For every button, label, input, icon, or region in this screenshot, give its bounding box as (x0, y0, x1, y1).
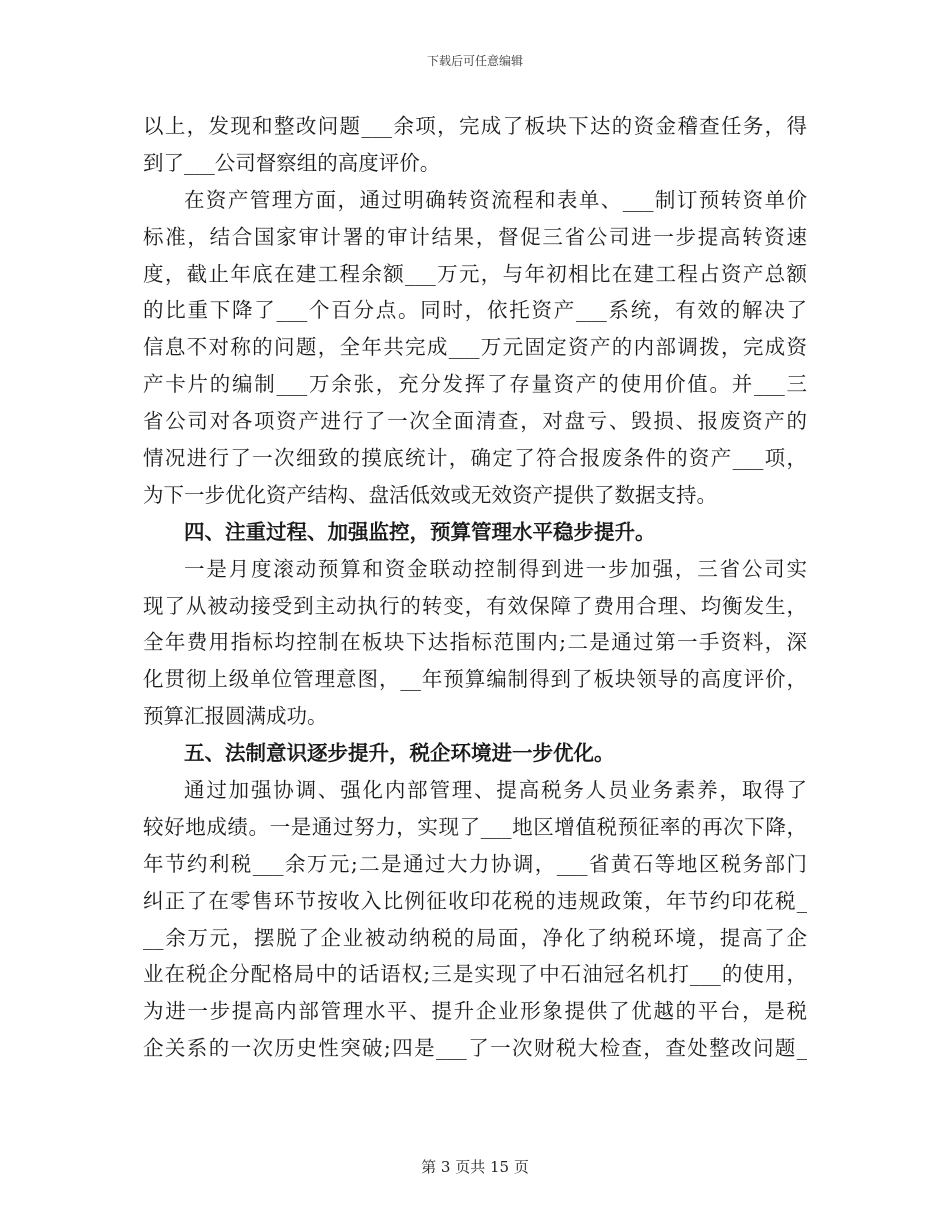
page-number-footer: 第 3 页共 15 页 (421, 1158, 529, 1176)
paragraph-line: 省公司对各项资产进行了一次全面清查，对盘亏、毁损、报废资产的 (143, 409, 807, 434)
paragraph-line: 化贯彻上级单位管理意图，__年预算编制得到了板块领导的高度评价， (143, 667, 807, 692)
paragraph-line: 全年费用指标均控制在板块下达指标范围内;二是通过第一手资料，深 (143, 630, 807, 655)
paragraph-line: 企关系的一次历史性突破;四是___了一次财税大检查，查处整改问题_ (143, 1036, 807, 1061)
paragraph-line: 预算汇报圆满成功。 (143, 704, 328, 729)
paragraph-line: 通过加强协调、强化内部管理、提高税务人员业务素养，取得了 (184, 778, 807, 803)
paragraph-line: 产卡片的编制___万余张，充分发挥了存量资产的使用价值。并___三 (143, 372, 807, 397)
paragraph-line: 在资产管理方面，通过明确转资流程和表单、___制订预转资单价 (184, 187, 807, 212)
paragraph-line: 年节约利税___余万元;二是通过大力协调，___省黄石等地区税务部门 (143, 851, 807, 876)
paragraph-line: 较好地成绩。一是通过努力，实现了___地区增值税预征率的再次下降， (143, 814, 807, 839)
paragraph-line: 一是月度滚动预算和资金联动控制得到进一步加强，三省公司实 (184, 556, 807, 581)
paragraph-line: 标准，结合国家审计署的审计结果，督促三省公司进一步提高转资速 (143, 224, 807, 249)
section-heading: 五、法制意识逐步提升，税企环境进一步优化。 (184, 741, 615, 766)
paragraph-line: 现了从被动接受到主动执行的转变，有效保障了费用合理、均衡发生， (143, 593, 807, 618)
paragraph-line: 为进一步提高内部管理水平、提升企业形象提供了优越的平台，是税 (143, 999, 807, 1024)
paragraph-line: 纠正了在零售环节按收入比例征收印花税的违规政策，年节约印花税_ (143, 888, 807, 913)
paragraph-line: 以上，发现和整改问题___余项，完成了板块下达的资金稽查任务，得 (143, 114, 807, 138)
paragraph-line: 到了___公司督察组的高度评价。 (143, 150, 441, 175)
paragraph-line: 度，截止年底在建工程余额___万元，与年初相比在建工程占资产总额 (143, 261, 807, 286)
paragraph-line: __余万元，摆脱了企业被动纳税的局面，净化了纳税环境，提高了企 (143, 925, 807, 950)
paragraph-line: 的比重下降了___个百分点。同时，依托资产___系统，有效的解决了 (143, 298, 807, 323)
paragraph-line: 为下一步优化资产结构、盘活低效或无效资产提供了数据支持。 (143, 482, 717, 507)
document-body (143, 108, 807, 1067)
page-header: 下载后可任意编辑 (426, 54, 523, 68)
paragraph-line: 信息不对称的问题，全年共完成___万元固定资产的内部调拨，完成资 (143, 335, 807, 360)
section-heading: 四、注重过程、加强监控，预算管理水平稳步提升。 (184, 519, 656, 544)
paragraph-line: 情况进行了一次细致的摸底统计，确定了符合报废条件的资产___项， (143, 446, 807, 471)
paragraph-line: 业在税企分配格局中的话语权;三是实现了中石油冠名机打___的使用， (143, 962, 807, 987)
